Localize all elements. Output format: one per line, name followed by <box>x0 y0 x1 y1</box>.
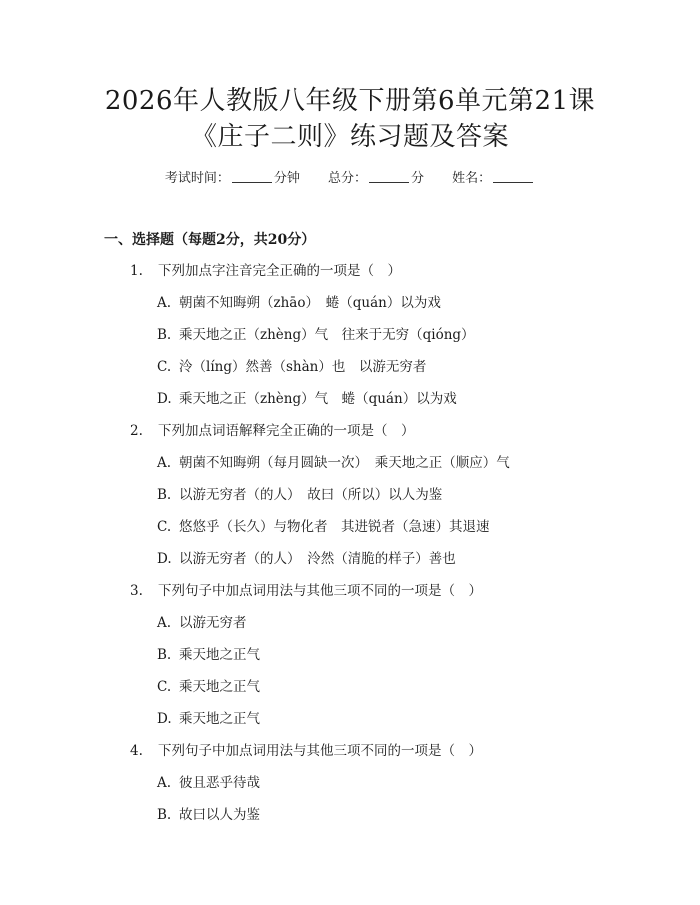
option-3c[interactable] <box>157 677 260 697</box>
option-1a[interactable] <box>157 293 441 313</box>
option-text: 彼且恶乎待哉 <box>179 775 260 791</box>
question-number: 3. <box>130 583 143 599</box>
document-title-line-2: 《庄子二则》练习题及答案 <box>190 122 509 152</box>
option-letter: A. <box>157 295 172 311</box>
option-letter: C. <box>157 359 172 375</box>
option-2c[interactable] <box>157 517 490 537</box>
question-number: 2. <box>130 423 143 439</box>
question-text: 下列加点词语解释完全正确的一项是（ ） <box>158 423 415 439</box>
time-label: 考试时间： <box>164 171 230 186</box>
question-text: 下列句子中加点词用法与其他三项不同的一项是（ ） <box>158 583 482 599</box>
question-text: 下列加点字注音完全正确的一项是（ ） <box>158 263 401 279</box>
option-text: 以游无穷者（的人） 泠然（清脆的样子）善也 <box>179 551 456 567</box>
option-text: 泠（líng）然善（shàn）也 以游无穷者 <box>179 359 427 375</box>
option-text: 朝菌不知晦朔（zhāo） 蜷（quán）以为戏 <box>179 295 441 311</box>
option-letter: B. <box>157 487 172 503</box>
score-unit: 分 <box>411 171 425 186</box>
option-letter: A. <box>157 775 172 791</box>
option-text: 乘天地之正（zhèng）气 蜷（quán）以为戏 <box>179 391 457 407</box>
option-letter: C. <box>157 679 172 695</box>
question-4 <box>130 741 482 761</box>
section-heading: 一、选择题（每题2分，共20分） <box>104 232 316 248</box>
question-2 <box>130 421 415 441</box>
option-letter: C. <box>157 519 172 535</box>
time-field <box>165 170 300 188</box>
option-letter: D. <box>157 551 172 567</box>
option-2d[interactable] <box>157 549 456 569</box>
option-4b[interactable] <box>157 805 260 825</box>
question-1 <box>130 261 401 281</box>
option-text: 以游无穷者（的人） 故曰（所以）以人为鉴 <box>179 487 443 503</box>
question-3 <box>130 581 482 601</box>
option-1c[interactable] <box>157 357 426 377</box>
exam-meta-line <box>0 170 700 188</box>
option-letter: A. <box>157 455 172 471</box>
option-1d[interactable] <box>157 389 457 409</box>
name-label: 姓名： <box>452 171 492 186</box>
option-4a[interactable] <box>157 773 260 793</box>
option-text: 乘天地之正气 <box>179 647 260 663</box>
option-letter: B. <box>157 647 172 663</box>
option-letter: B. <box>157 327 172 343</box>
option-2a[interactable] <box>157 453 510 473</box>
option-text: 故曰以人为鉴 <box>179 807 260 823</box>
score-field <box>328 170 424 188</box>
option-letter: B. <box>157 807 172 823</box>
option-2b[interactable] <box>157 485 442 505</box>
option-text: 乘天地之正气 <box>179 711 260 727</box>
option-letter: D. <box>157 711 172 727</box>
option-1b[interactable] <box>157 325 475 345</box>
option-text: 朝菌不知晦朔（每月圆缺一次） 乘天地之正（顺应）气 <box>179 455 510 471</box>
time-blank[interactable] <box>232 170 272 183</box>
option-3b[interactable] <box>157 645 260 665</box>
option-3a[interactable] <box>157 613 247 633</box>
name-field <box>452 170 535 188</box>
option-text: 乘天地之正气 <box>179 679 260 695</box>
score-blank[interactable] <box>369 170 409 183</box>
option-text: 悠悠乎（长久）与物化者 其进锐者（急速）其退速 <box>179 519 490 535</box>
question-text: 下列句子中加点词用法与其他三项不同的一项是（ ） <box>158 743 482 759</box>
score-label: 总分： <box>327 171 367 186</box>
option-letter: D. <box>157 391 172 407</box>
question-number: 4. <box>130 743 143 759</box>
option-text: 以游无穷者 <box>179 615 247 631</box>
time-unit: 分钟 <box>273 171 300 186</box>
name-blank[interactable] <box>493 170 533 183</box>
option-letter: A. <box>157 615 172 631</box>
option-text: 乘天地之正（zhèng）气 往来于无穷（qióng） <box>179 327 475 343</box>
question-number: 1. <box>130 263 143 279</box>
option-3d[interactable] <box>157 709 260 729</box>
document-title-line-1: 2026年人教版八年级下册第6单元第21课 <box>104 86 596 116</box>
